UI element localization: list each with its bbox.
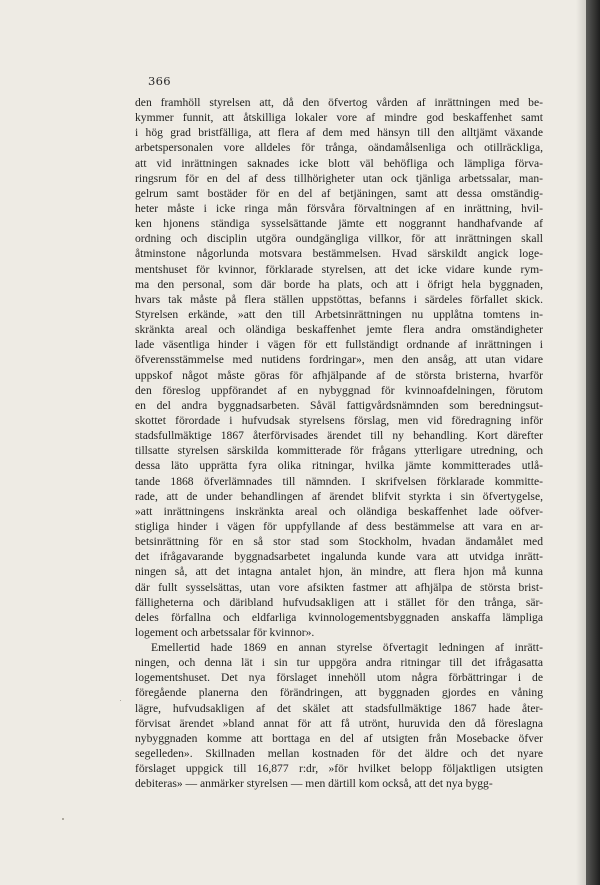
text-line: skottet förordade i hufvudsak styrelsens förslag, men vid föredragning inför <box>135 413 543 427</box>
text-line: lade väsentliga hinder i vägen för ett fullständigt ordnande af inrättningen i <box>135 338 543 352</box>
text-line: ningen, och denna lät i sin tur uppgöra andra ritningar till det ifrågasatta <box>135 656 543 670</box>
text-line: arbetspersonalen vore alldeles för trånga, oändamålsenliga och otillräckliga, <box>135 141 543 155</box>
text-line: tillsatte styrelsen särskilda kommitterade för frågans ytterligare utredning, och <box>135 444 543 458</box>
text-line: öfverensstämmelse med nutidens fordringar», men den ansåg, att utan vidare <box>135 353 543 367</box>
text-line: skränkta areal och oländiga beskaffenhet jemte flera andra omständigheter <box>135 323 543 337</box>
text-line: det ifrågavarande byggnadsarbetet ingalunda kunde vara att utvidga inrätt- <box>135 550 543 564</box>
text-line: stigliga hinder i vägen för uppfyllande af dess bestämmelse att vara en ar- <box>135 519 543 533</box>
text-line: den framhöll styrelsen att, då den öfvertog vården af inrättningen med be- <box>135 96 543 109</box>
text-line: logement och arbetssalar för kvinnor». <box>135 625 315 639</box>
paper-speck <box>62 818 64 820</box>
text-line: heter måste i icke ringa mån försvåra förvaltningen af en inrättning, hvil- <box>135 201 543 215</box>
text-line: »att inrättningens inskränkta areal och oländiga beskaffenhet lade oöfver- <box>135 504 543 518</box>
text-line: ningen så, att det intagna antalet hjon, än mindre, att flera hjon må kunna <box>135 565 543 579</box>
paper-speck <box>120 700 121 701</box>
text-line: ma den personal, som där borde ha plats, och att i öfrigt hela byggnaden, <box>135 277 543 291</box>
text-line: rade, att de under behandlingen af ärendet blifvit styrkta i sin öfvertygelse, <box>135 489 543 503</box>
text-line: gelrum samt bostäder för en del af betjäningen, samt att dessa omständig- <box>135 186 543 200</box>
text-line: tande 1868 öfverlämnades till nämnden. I skrifvelsen förklarade kommitte- <box>135 474 543 488</box>
text-line: mentshuset för kvinnor, förklarade styrelsen, att det icke vidare kunde rym- <box>135 262 543 276</box>
text-line: fälligheterna och däribland hufvudsakligen att i stället för den trånga, sär- <box>135 595 543 609</box>
text-line: ringsrum för en del af dess tillhörigheter utan ock tjänliga arbetssalar, man- <box>135 171 543 185</box>
text-line: hvars tak måste på flera ställen uppstöttas, befanns i särdeles förfallet skick. <box>135 292 543 306</box>
text-line: kymmer funnit, att åtskilliga lokaler vore af mindre god beskaffenhet samt <box>135 111 543 125</box>
text-line: debiteras» — anmärker styrelsen — men därtill kom också, att det nya bygg- <box>135 777 493 791</box>
text-line: en del andra byggnadsarbeten. Såväl fattigvårdsnämnden som beredningsut- <box>135 398 543 412</box>
text-line: föregående planerna den förändringen, att byggnaden gjordes en våning <box>135 686 543 700</box>
text-line: där fullt sysselsättas, utan vore afsikten fastmer att afhjälpa de största brist- <box>135 580 543 594</box>
text-line: Emellertid hade 1869 en annan styrelse öfvertagit ledningen af inrätt- <box>151 641 543 655</box>
text-line: förslaget uppgick till 16,877 r:dr, »för hvilket belopp följaktligen utsigten <box>135 762 543 776</box>
paragraph <box>135 640 543 791</box>
text-line: Styrelsen erkände, »att den till Arbetsinrättningen nu upplåtna tomtens in- <box>135 307 543 321</box>
binding-shadow <box>586 0 600 885</box>
page-number: 366 <box>148 74 171 88</box>
text-line: den föreslog uppförandet af en nybyggnad för kvinnoafdelningen, förutom <box>135 383 543 397</box>
text-line: betsinrättning för en så stor stad som Stockholm, hvadan ändamålet med <box>135 535 543 549</box>
text-line: nybyggnaden komme att borttaga en del af utsigten från Mosebacke öfver <box>135 731 543 745</box>
text-line: stadsfullmäktige 1867 återförvisades ärendet till ny behandling. Kort därefter <box>135 429 543 443</box>
paragraph <box>135 95 543 640</box>
text-line: deles förfallna och eldfarliga kvinnologementsbyggnaden anskaffa lämpliga <box>135 610 543 624</box>
text-line: lägre, hufvudsakligen af det skälet att stadsfullmäktige 1867 hade åter- <box>135 701 543 715</box>
text-line: förvisat ärendet »bland annat för att få utrönt, huruvida den då föreslagna <box>135 716 543 730</box>
text-line: dessa läto upprätta fyra olika ritningar, hvilka jämte kommitterades utlå- <box>135 459 543 473</box>
text-line: uppskof något måste göras för afhjälpande af de största bristerna, hvarför <box>135 368 543 382</box>
text-line: segelleden». Skillnaden mellan kostnaden för det äldre och det nyare <box>135 747 543 761</box>
text-line: att vid inrättningen saknades icke blott väl behöfliga och lämpliga förva- <box>135 156 543 170</box>
text-line: ordning och disciplin utgöra oundgängliga villkor, för att inrättningen skall <box>135 232 543 246</box>
body-text <box>135 95 543 791</box>
text-line: i hög grad bristfälliga, att flera af dem med hänsyn till den alltjämt växande <box>135 126 543 140</box>
text-line: åtminstone någorlunda motsvara bestämmelsen. Hvad särskildt angick loge- <box>135 247 543 261</box>
text-line: ken hjonens ständiga sysselsättande jämte ett noggrannt handhafvande af <box>135 217 543 231</box>
text-line: logementshuset. Det nya förslaget innehöll utom några förbättringar i de <box>135 671 543 685</box>
